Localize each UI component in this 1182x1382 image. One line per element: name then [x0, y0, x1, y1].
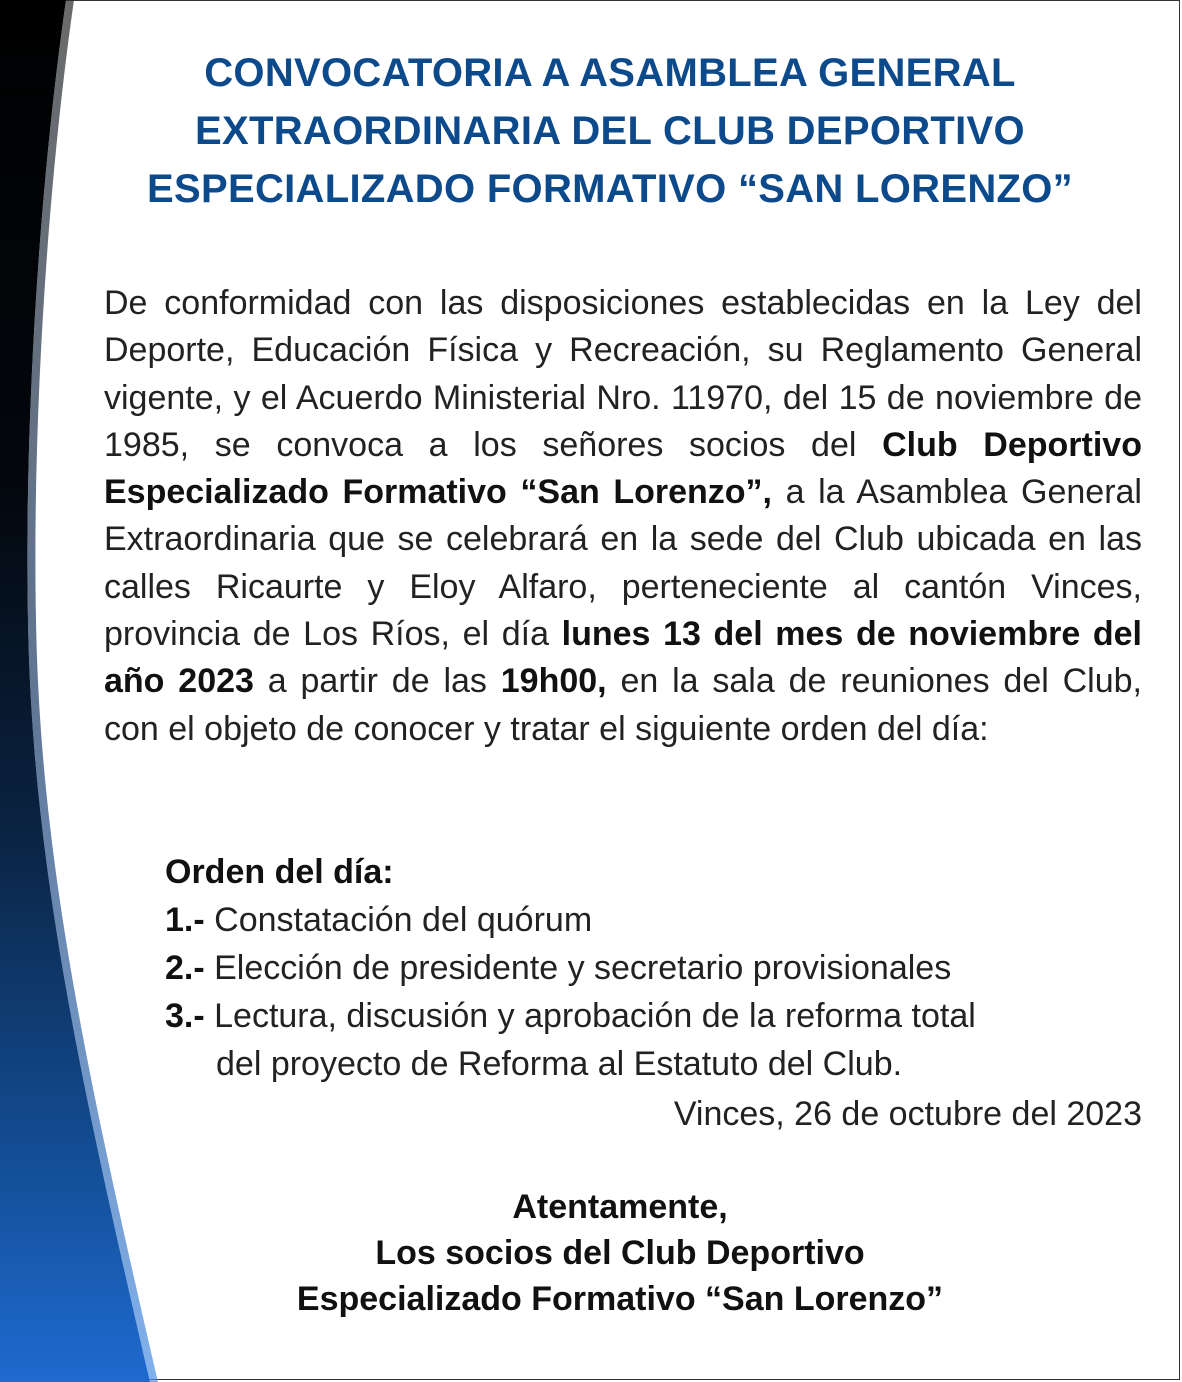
agenda-item-number: 3.-: [165, 997, 205, 1035]
agenda-item-text: Constatación del quórum: [204, 901, 593, 939]
agenda-section: [165, 848, 1145, 1088]
signature-line-1: Atentamente,: [512, 1188, 728, 1226]
meeting-date: lunes 13 del mes de noviembre del año 2023: [104, 615, 1142, 701]
agenda-item-number: 2.-: [165, 949, 205, 987]
agenda-item-text: Lectura, discusión y aprobación de la reforma total: [204, 997, 976, 1035]
paragraph-text: a la Asamblea General Extraordinaria que se celebrará en la sede del Club ubicada en las calles Ricaurte y Eloy Alfaro, perteneciente al cantón Vinces, provincia de Los Ríos, el día: [104, 473, 1142, 654]
convocation-paragraph: [104, 280, 1142, 753]
agenda-item-text: Elección de presidente y secretario provisionales: [204, 949, 952, 987]
title-line-2: EXTRAORDINARIA DEL CLUB DEPORTIVO: [195, 109, 1025, 153]
agenda-title: Orden del día:: [165, 853, 394, 891]
paragraph-text: en la sala de reuniones del Club, con el objeto de conocer y tratar el siguiente orden del día:: [104, 662, 1142, 748]
signature-line-2: Los socios del Club Deportivo: [375, 1234, 865, 1272]
club-name: Club Deportivo Especializado Formativo “San Lorenzo”,: [104, 425, 1142, 512]
signature-line-3: Especializado Formativo “San Lorenzo”: [296, 1280, 944, 1318]
paragraph-text: De conformidad con las disposiciones establecidas en la Ley del Deporte, Educación Física y Recreación, su Reglamento General vigente, y el Acuerdo Ministerial Nro. 11970, del 15 de noviembre de 1985, se convoca a los señores socios del: [104, 284, 1142, 464]
agenda-item: [165, 992, 1145, 1040]
agenda-item: [165, 896, 1145, 944]
place-date: Vinces, 26 de octubre del 2023: [673, 1095, 1142, 1133]
page-title: [60, 44, 1160, 218]
signature-block: [120, 1184, 1120, 1322]
agenda-item-continuation: del proyecto de Reforma al Estatuto del Club.: [216, 1045, 903, 1083]
title-line-1: CONVOCATORIA A ASAMBLEA GENERAL: [204, 51, 1016, 95]
agenda-item-number: 1.-: [165, 901, 205, 939]
agenda-item: [165, 944, 1145, 992]
meeting-time: 19h00,: [500, 662, 607, 701]
title-line-3: ESPECIALIZADO FORMATIVO “SAN LORENZO”: [147, 167, 1073, 211]
paragraph-text: a partir de las: [253, 662, 501, 701]
